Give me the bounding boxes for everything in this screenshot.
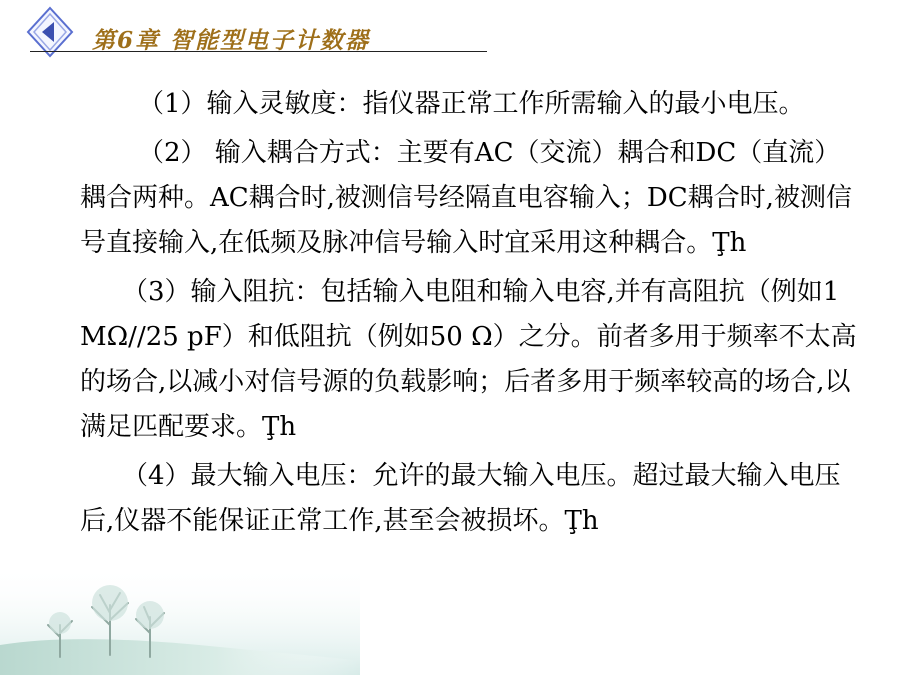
paragraph-input-impedance: （3）输入阻抗：包括输入电阻和输入电容,并有高阻抗（例如1 MΩ//25 pF）和低阻抗（例如50 Ω）之分。前者多用于频率不太高的场合,以减小对信号源的负载影响；后者多用于频率较高的场合,以满足匹配要求。Ţh (80, 277, 857, 442)
chapter-title: 第6章 智能型电子计数器 (92, 27, 371, 54)
slide-body (80, 82, 860, 548)
paragraph-input-coupling: （2） 输入耦合方式：主要有AC（交流）耦合和DC（直流）耦合两种。AC耦合时,被测信号经隔直电容输入；DC耦合时,被测信号直接输入,在低频及脉冲信号输入时宜采用这种耦合。Ţh (80, 138, 852, 258)
paragraph-input-sensitivity: （1）输入灵敏度：指仪器正常工作所需输入的最小电压。 (138, 89, 805, 119)
winter-tree-landscape-image (0, 565, 360, 675)
header-divider (30, 51, 487, 52)
paragraph-max-input-voltage: （4）最大输入电压：允许的最大输入电压。超过最大输入电压后,仪器不能保证正常工作,甚至会被损坏。Ţh (80, 461, 841, 536)
